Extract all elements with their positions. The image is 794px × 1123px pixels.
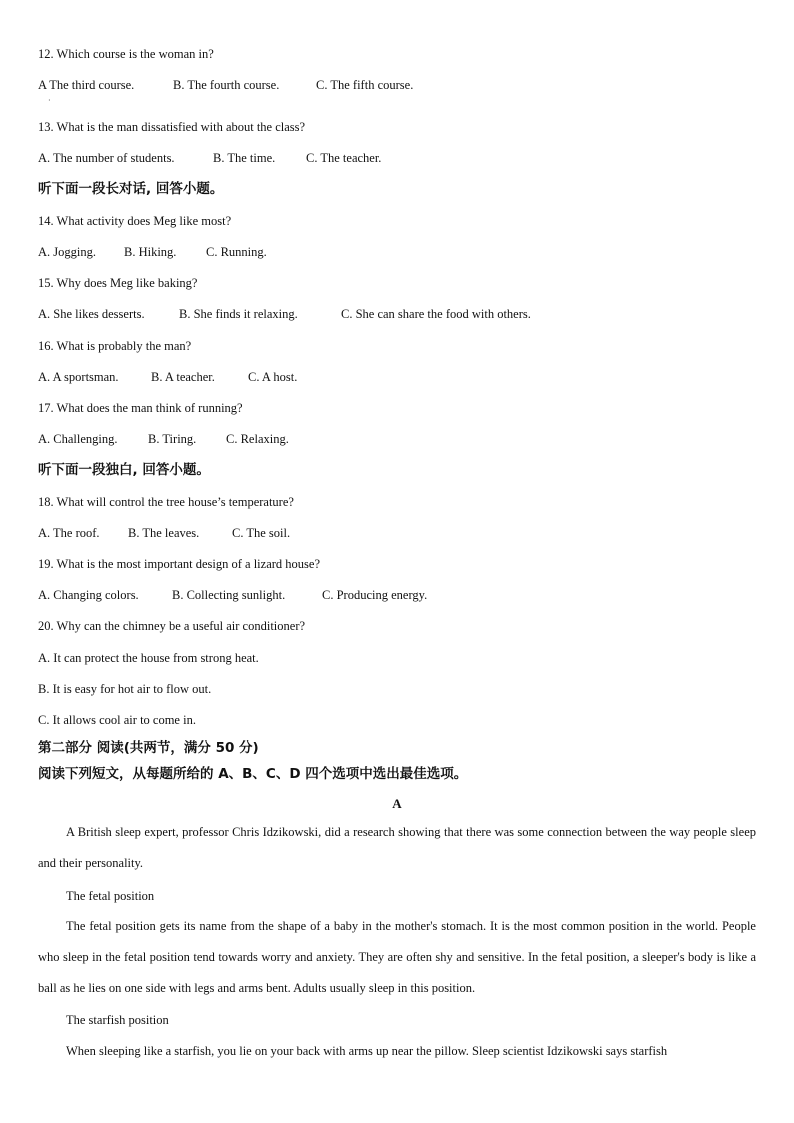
part-two-heading: 第二部分 阅读(共两节，满分 50 分)	[38, 740, 259, 756]
option-c: C. Relaxing.	[226, 432, 289, 446]
option-c: C. A host.	[248, 370, 298, 384]
stray-dot: ·	[48, 96, 51, 105]
option-b: B. The time.	[213, 151, 276, 165]
options-15	[38, 306, 531, 322]
option-b: B. Tiring.	[148, 432, 197, 446]
option-b: B. The fourth course.	[173, 78, 280, 92]
option-c: C. Producing energy.	[322, 588, 428, 602]
question-12: 12. Which course is the woman in?	[38, 47, 214, 61]
options-16	[38, 369, 297, 385]
options-12	[38, 77, 413, 93]
option-a: A. A sportsman.	[38, 370, 119, 384]
option-a: A. Challenging.	[38, 432, 118, 446]
passage-subheading-starfish: The starfish position	[66, 1013, 169, 1027]
question-13: 13. What is the man dissatisfied with about the class?	[38, 120, 306, 134]
options-13	[38, 150, 381, 166]
option-b: B. She finds it relaxing.	[179, 307, 298, 321]
option-c: C. The teacher.	[306, 151, 382, 165]
option-a: A. The number of students.	[38, 151, 175, 165]
option-a: A. Jogging.	[38, 245, 96, 259]
option-c: C. She can share the food with others.	[341, 307, 531, 321]
options-14	[38, 244, 267, 260]
option-a: A. The roof.	[38, 526, 100, 540]
options-19	[38, 587, 427, 603]
question-16: 16. What is probably the man?	[38, 339, 192, 353]
question-17: 17. What does the man think of running?	[38, 401, 243, 415]
options-17	[38, 431, 289, 447]
option-c: C. Running.	[206, 245, 267, 259]
option-b: B. Hiking.	[124, 245, 177, 259]
passage-paragraph-3: When sleeping like a starfish, you lie on your back with arms up near the pillow. Sleep scientist Idzikowski says starfish	[66, 1044, 668, 1058]
passage-paragraph-1: A British sleep expert, professor Chris Idzikowski, did a research showing that there was some connection between the way people sleep and their personality.	[38, 825, 756, 870]
option-b: B. A teacher.	[151, 370, 215, 384]
option-c: C. It allows cool air to come in.	[38, 713, 196, 727]
option-a: A. She likes desserts.	[38, 307, 145, 321]
question-15: 15. Why does Meg like baking?	[38, 276, 198, 290]
option-b: B. Collecting sunlight.	[172, 588, 286, 602]
options-18	[38, 525, 290, 541]
option-c: C. The fifth course.	[316, 78, 414, 92]
reading-instruction: 阅读下列短文，从每题所给的 A、B、C、D 四个选项中选出最佳选项。	[38, 766, 468, 782]
option-a: A The third course.	[38, 78, 135, 92]
question-14: 14. What activity does Meg like most?	[38, 214, 232, 228]
option-b: B. It is easy for hot air to flow out.	[38, 682, 212, 696]
passage-subheading-fetal: The fetal position	[66, 889, 155, 903]
question-18: 18. What will control the tree house’s temperature?	[38, 495, 294, 509]
option-a: A. It can protect the house from strong heat.	[38, 651, 259, 665]
passage-paragraph-2: The fetal position gets its name from the shape of a baby in the mother's stomach. It is the most common position in the world. People who sleep in the fetal position tend towards worry and anxiety. They are often shy and sensitive. In the fetal position, a sleeper's body is like a ball as he lies on one side with legs and arms bent. Adults usually sleep in this position.	[38, 919, 756, 995]
option-c: C. The soil.	[232, 526, 291, 540]
option-b: B. The leaves.	[128, 526, 200, 540]
option-a: A. Changing colors.	[38, 588, 139, 602]
passage-label: A	[392, 796, 402, 811]
question-20: 20. Why can the chimney be a useful air conditioner?	[38, 619, 306, 633]
section-heading-monologue: 听下面一段独白, 回答小题。	[38, 462, 210, 478]
section-heading-long-dialogue: 听下面一段长对话, 回答小题。	[38, 181, 224, 197]
question-19: 19. What is the most important design of a lizard house?	[38, 557, 321, 571]
